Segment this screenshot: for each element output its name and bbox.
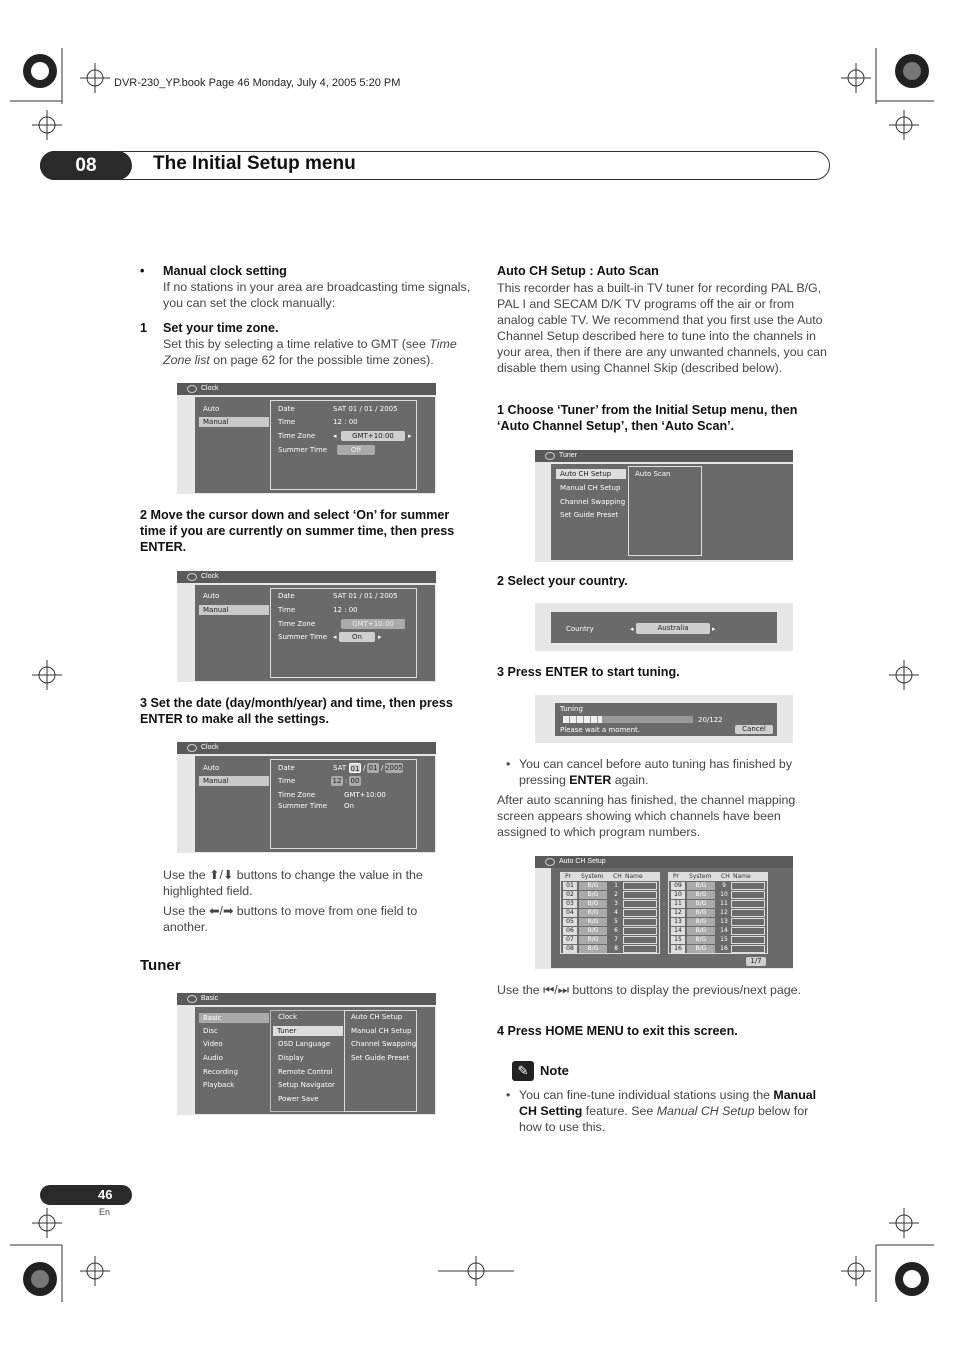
table-cell: 05 <box>563 918 577 926</box>
table-cell: B/G <box>579 918 607 926</box>
column-header: System <box>689 873 712 880</box>
table-cell: 3 <box>614 900 618 907</box>
column-header: CH <box>721 873 730 880</box>
table-cell: 12 <box>671 909 685 917</box>
note-heading: Note <box>540 1063 569 1078</box>
table-cell: 9 <box>722 882 726 889</box>
tuning-screen: Tuning 20/122 Please wait a moment. Cancel <box>535 695 793 743</box>
table-cell: B/G <box>687 927 715 935</box>
step3-text: 3 Set the date (day/month/year) and time, then press ENTER to make all the settings. <box>140 696 453 726</box>
table-cell: 2 <box>614 891 618 898</box>
page-number: 46 <box>98 1187 113 1202</box>
clock-screen-1: Clock Auto Manual Date SAT 01 / 01 / 2005 Time 12 : 00 Time Zone ◂ GMT+10:00 ▸ Summer Time Off <box>177 383 436 494</box>
table-cell: 06 <box>563 927 577 935</box>
table-cell: B/G <box>687 891 715 899</box>
column-header: Name <box>625 873 643 880</box>
note-text: • You can fine-tune individual stations using the Manual CH Setting feature. See Manual CH Setup below for how to use this. <box>506 1088 817 1134</box>
basic-icon <box>187 995 197 1003</box>
chapter-title: The Initial Setup menu <box>153 153 356 174</box>
tuner-screen: Tuner Auto CH Setup Manual CH Setup Channel Swapping Set Guide Preset Auto Scan <box>535 450 793 562</box>
table-cell: 7 <box>614 936 618 943</box>
step1-title: Set your time zone. <box>163 321 279 335</box>
autoch-icon <box>545 858 555 866</box>
step2-text: 2 Move the cursor down and select ‘On’ for summer time if you are currently on summer time, then press ENTER. <box>140 508 455 554</box>
bullet-mark: • <box>140 264 145 278</box>
table-cell: 04 <box>563 909 577 917</box>
table-cell: 14 <box>671 927 685 935</box>
table-cell: 09 <box>671 882 685 890</box>
basic-screen: Basic Basic Disc Video Audio Recording Playback Clock Tuner OSD Language Display Remote Control Setup Navigator Power Save Auto CH Setup Manual CH Setup Channel Swapping Set Guide Preset <box>177 993 436 1115</box>
table-cell: 03 <box>563 900 577 908</box>
table-cell: 8 <box>614 945 618 952</box>
chapter-number: 08 <box>40 151 132 180</box>
print-info: DVR-230_YP.book Page 46 Monday, July 4, 2005 5:20 PM <box>114 77 401 89</box>
note-icon: ✎ <box>512 1061 534 1081</box>
use-leftright-text: Use the ⬅/➡ buttons to move from one field to another. <box>163 904 418 934</box>
manual-clock-heading: Manual clock setting <box>163 264 287 278</box>
step1-text: Set this by selecting a time relative to GMT (see Time Zone list on page 62 for the possible time zones). <box>163 337 457 367</box>
table-cell: 10 <box>671 891 685 899</box>
right-step2: 2 Select your country. <box>497 574 628 588</box>
table-cell: B/G <box>687 918 715 926</box>
table-cell: 01 <box>563 882 577 890</box>
table-cell: B/G <box>579 927 607 935</box>
table-cell: 12 <box>720 909 728 916</box>
column-header: System <box>581 873 604 880</box>
table-cell: 07 <box>563 936 577 944</box>
table-cell: 14 <box>720 927 728 934</box>
clock-screen-3: Clock Auto Manual Date SAT 01 / 01 / 2005 Time 12 : 00 Time Zone GMT+10:00 Summer Time On <box>177 742 436 853</box>
cancel-note: • You can cancel before auto tuning has finished by pressing ENTER again. <box>506 757 793 787</box>
column-header: Pr <box>565 873 571 880</box>
table-cell: B/G <box>579 909 607 917</box>
cancel-button[interactable]: Cancel <box>735 725 773 734</box>
clock-icon <box>187 573 197 581</box>
table-cell: 13 <box>671 918 685 926</box>
table-cell: B/G <box>687 945 715 953</box>
column-header: Name <box>733 873 751 880</box>
table-cell: 11 <box>671 900 685 908</box>
manual-clock-text: If no stations in your area are broadcasting time signals, you can set the clock manually: <box>163 280 471 310</box>
use-updown-text: Use the ⬆/⬇ buttons to change the value in the highlighted field. <box>163 868 423 898</box>
table-cell: 16 <box>671 945 685 953</box>
autoscan-intro: This recorder has a built-in TV tuner for recording PAL B/G, PAL I and SECAM D/K TV programs off the air or from analog cable TV. We recommend that you first use the Auto Channel Setup described here to tune into the channels in your area, then if there are any unwanted channels, you can disable them using Channel Skip (described below). <box>497 281 827 375</box>
language-label: En <box>99 1207 111 1217</box>
column-header: Pr <box>673 873 679 880</box>
step1-num: 1 <box>140 321 148 335</box>
table-cell: B/G <box>687 882 715 890</box>
right-step4: 4 Press HOME MENU to exit this screen. <box>497 1024 738 1038</box>
clock-screen-2: Clock Auto Manual Date SAT 01 / 01 / 2005 Time 12 : 00 Time Zone GMT+10:00 Summer Time ◂ On ▸ <box>177 571 436 682</box>
table-cell: 15 <box>671 936 685 944</box>
page-number-tab <box>40 1185 132 1205</box>
table-cell: B/G <box>579 936 607 944</box>
table-cell: 1 <box>614 882 618 889</box>
table-cell: 02 <box>563 891 577 899</box>
table-cell: 6 <box>614 927 618 934</box>
table-cell: 4 <box>614 909 618 916</box>
table-cell: B/G <box>579 891 607 899</box>
right-step3: 3 Press ENTER to start tuning. <box>497 665 680 679</box>
table-cell: B/G <box>579 882 607 890</box>
table-cell: 5 <box>614 918 618 925</box>
after-text: After auto scanning has finished, the channel mapping screen appears showing which channels have been assigned to which program numbers. <box>497 793 796 839</box>
right-step1: 1 Choose ‘Tuner’ from the Initial Setup menu, then ‘Auto Channel Setup’, then ‘Auto Scan’. <box>497 403 798 433</box>
tuner-heading: Tuner <box>140 957 181 974</box>
use-prevnext-text: Use the ⏮/⏭ buttons to display the previous/next page. <box>497 983 802 997</box>
clock-icon <box>187 385 197 393</box>
table-cell: B/G <box>579 945 607 953</box>
tuning-progress <box>563 716 693 723</box>
table-cell: 16 <box>720 945 728 952</box>
table-cell: 10 <box>720 891 728 898</box>
table-cell: B/G <box>687 909 715 917</box>
table-cell: 11 <box>720 900 728 907</box>
tuner-icon <box>545 452 555 460</box>
table-cell: 08 <box>563 945 577 953</box>
country-screen: Country ◂ Australia ▸ <box>535 603 793 651</box>
clock-icon <box>187 744 197 752</box>
table-cell: B/G <box>579 900 607 908</box>
table-cell: B/G <box>687 936 715 944</box>
autoscan-heading: Auto CH Setup : Auto Scan <box>497 264 659 278</box>
autoch-screen: Auto CH Setup Pr System CH Name 01 B/G 1 02 B/G 2 03 B/G 3 04 B/G 4 05 B/G 5 06 B/G 6 07 B/G 7 08 B/G 8 Pr System CH Name 09 B/G 9 10 B/G 10 11 B/G 11 12 B/G 12 13 B/G 13 14 B/G 14 15 B/G 15 16 B/G 16 1/7 <box>535 856 793 969</box>
table-cell: B/G <box>687 900 715 908</box>
column-header: CH <box>613 873 622 880</box>
table-cell: 15 <box>720 936 728 943</box>
table-cell: 13 <box>720 918 728 925</box>
